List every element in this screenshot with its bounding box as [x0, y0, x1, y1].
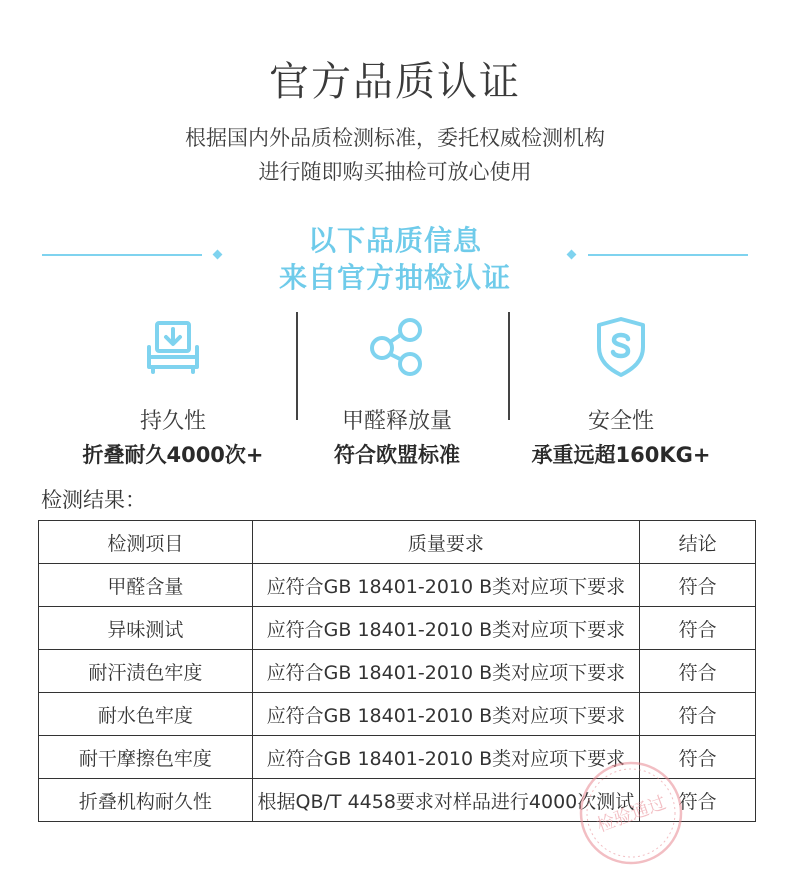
banner-heading-line-2: 来自官方抽检认证 [278, 261, 511, 294]
cell-item: 甲醛含量 [39, 564, 253, 607]
cell-requirement: 应符合GB 18401-2010 B类对应项下要求 [252, 736, 639, 779]
table-row [39, 736, 756, 779]
table-row [39, 779, 756, 822]
cell-conclusion: 符合 [640, 607, 756, 650]
table-row [39, 693, 756, 736]
results-table [38, 520, 756, 822]
stamp-text: 检验通过 [594, 792, 669, 837]
column-header-requirement: 质量要求 [252, 521, 639, 564]
column-header-item: 检测项目 [39, 521, 253, 564]
cell-requirement: 应符合GB 18401-2010 B类对应项下要求 [252, 564, 639, 607]
table-row [39, 650, 756, 693]
banner-line-right [588, 254, 748, 256]
cell-item: 耐汗渍色牢度 [39, 650, 253, 693]
cell-item: 耐水色牢度 [39, 693, 253, 736]
cell-requirement: 根据QB/T 4458要求对样品进行4000次测试 [252, 779, 639, 822]
cell-item: 折叠机构耐久性 [39, 779, 253, 822]
cell-conclusion: 符合 [640, 693, 756, 736]
cell-requirement: 应符合GB 18401-2010 B类对应项下要求 [252, 693, 639, 736]
feature-label: 持久性 [139, 409, 206, 434]
table-header-row [39, 521, 756, 564]
feature-safety [501, 312, 741, 469]
cell-conclusion: 符合 [640, 736, 756, 779]
cell-conclusion: 符合 [640, 564, 756, 607]
feature-formaldehyde [277, 312, 517, 469]
subtitle-line-1: 根据国内外品质检测标准，委托权威检测机构 [185, 126, 605, 150]
cell-conclusion: 符合 [640, 779, 756, 822]
page-title: 官方品质认证 [269, 59, 521, 105]
download-tray-icon [53, 312, 293, 382]
cell-conclusion: 符合 [640, 650, 756, 693]
cell-requirement: 应符合GB 18401-2010 B类对应项下要求 [252, 607, 639, 650]
banner-heading-line-1: 以下品质信息 [307, 224, 482, 257]
cell-item: 耐干摩擦色牢度 [39, 736, 253, 779]
feature-desc: 符合欧盟标准 [334, 443, 460, 467]
feature-desc: 折叠耐久4000次+ [82, 443, 264, 467]
cell-item: 异味测试 [39, 607, 253, 650]
subtitle-line-2: 进行随即购买抽检可放心使用 [258, 160, 532, 184]
cell-requirement: 应符合GB 18401-2010 B类对应项下要求 [252, 650, 639, 693]
table-row [39, 607, 756, 650]
feature-desc: 承重远超160KG+ [531, 443, 711, 467]
results-title: 检测结果： [41, 488, 146, 512]
shield-s-icon [501, 312, 741, 382]
feature-durability [53, 312, 293, 469]
table-row [39, 564, 756, 607]
feature-label: 安全性 [587, 409, 654, 434]
feature-label: 甲醛释放量 [341, 409, 452, 434]
molecule-share-icon [277, 312, 517, 382]
column-header-conclusion: 结论 [640, 521, 756, 564]
